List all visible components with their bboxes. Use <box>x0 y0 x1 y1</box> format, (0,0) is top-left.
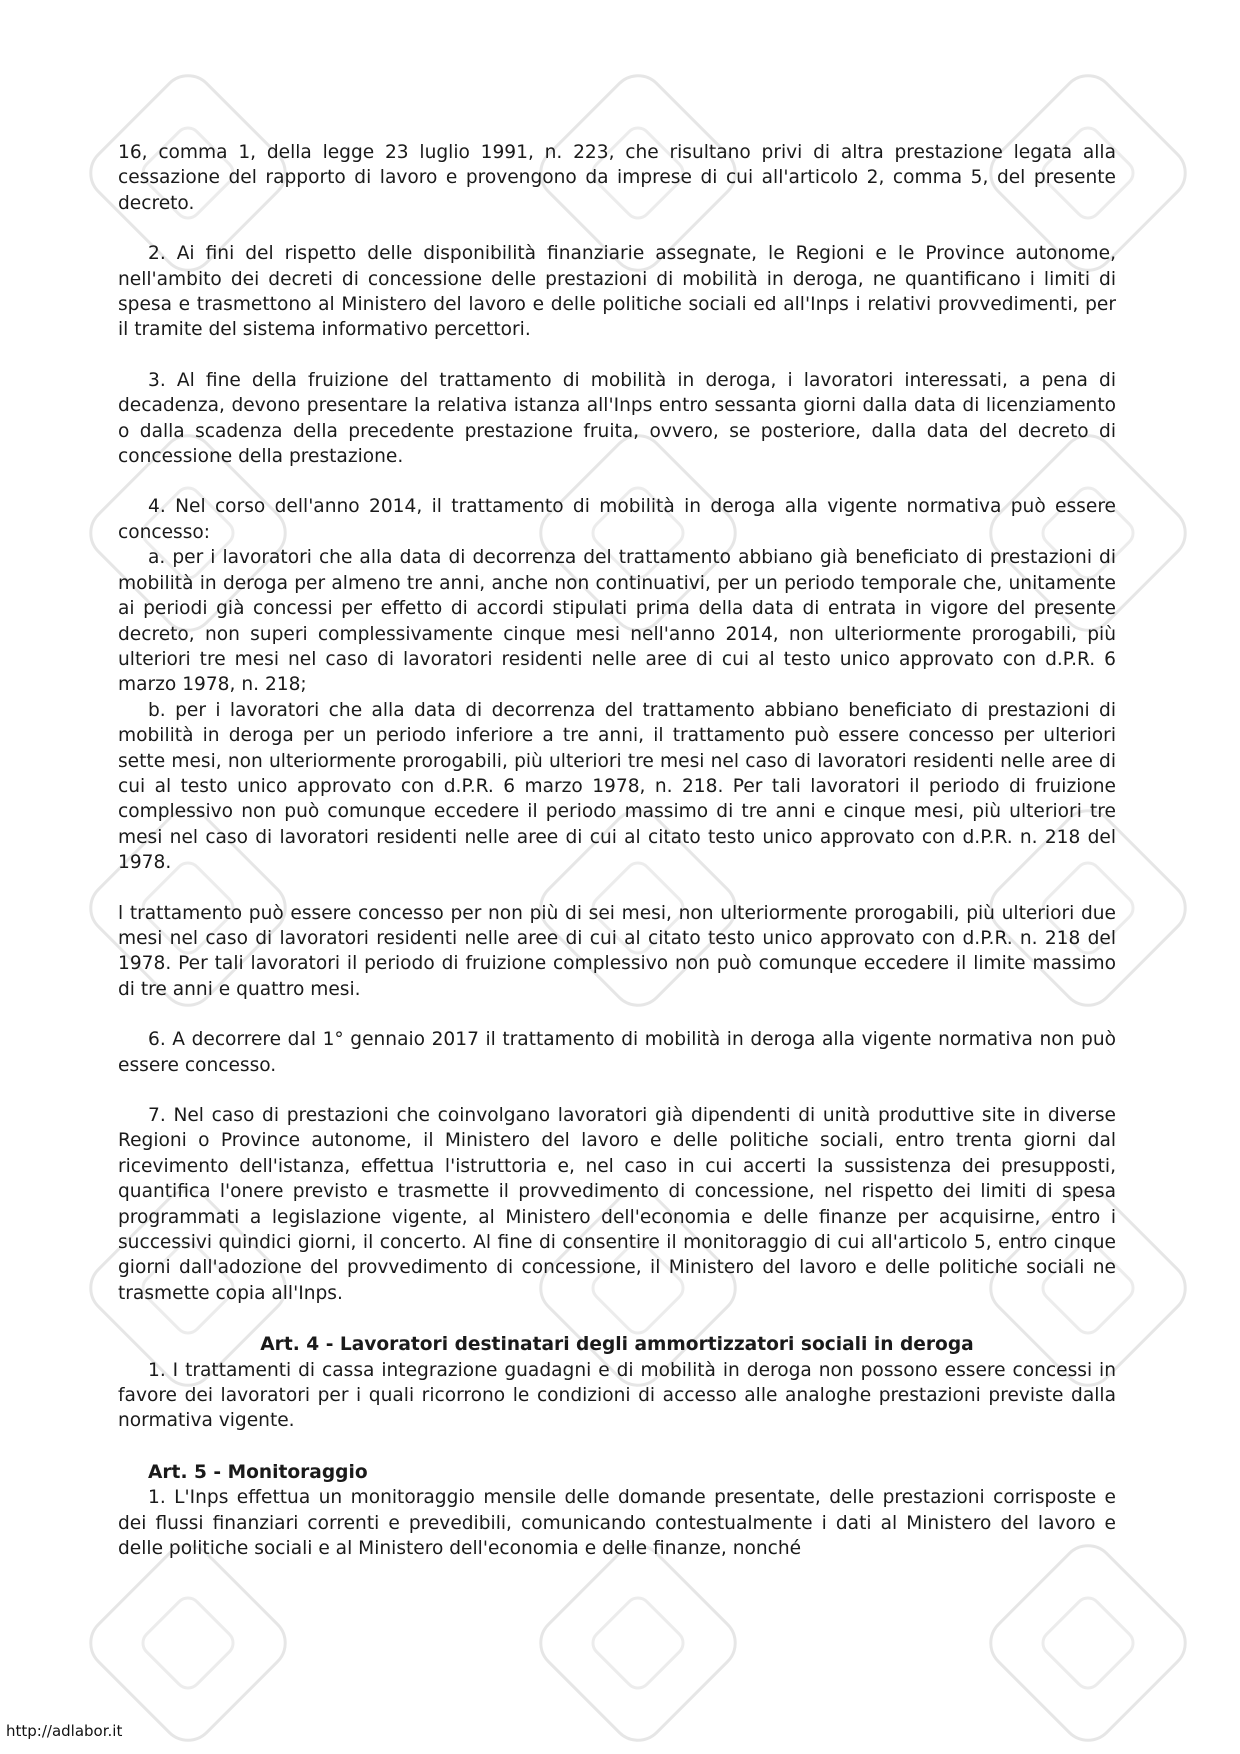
watermark-logo-icon <box>978 1533 1199 1754</box>
document-body <box>118 140 1116 1562</box>
paragraph-4a: a. per i lavoratori che alla data di decorrenza del trattamento abbiano già beneficiato di prestazioni di mobilità in deroga per almeno tre anni, anche non continuativi, per un periodo temporale che, unitamente ai periodi già concessi per effetto di accordi stipulati prima della data di entrata in vigore del presente decreto, non superi complessivamente cinque mesi nell'anno 2014, non ulteriormente prorogabili, più ulteriori tre mesi nel caso di lavoratori residenti nelle aree di cui al testo unico approvato con d.P.R. 6 marzo 1978, n. 218; <box>118 547 1116 696</box>
article-5-text: 1. L'Inps effettua un monitoraggio mensile delle domande presentate, delle prestazioni corrisposte e dei flussi finanziari correnti e prevedibili, comunicando contestualmente i dati al Ministero del lavoro e delle politiche sociali e al Ministero dell'economia e delle finanze, nonché <box>118 1487 1116 1560</box>
paragraph-4: 4. Nel corso dell'anno 2014, il trattamento di mobilità in deroga alla vigente normativa può essere concesso: <box>118 496 1116 543</box>
paragraph-2: 2. Ai fini del rispetto delle disponibilità finanziarie assegnate, le Regioni e le Province autonome, nell'ambito dei decreti di concessione delle prestazioni di mobilità in deroga, ne quantificano i limiti di spesa e trasmettono al Ministero del lavoro e delle politiche sociali ed all'Inps i relativi provvedimenti, per il tramite del sistema informativo percettori. <box>118 243 1116 341</box>
article-5-heading: Art. 5 - Monitoraggio <box>148 1461 368 1483</box>
watermark-logo-icon <box>78 1533 299 1754</box>
article-4-heading: Art. 4 - Lavoratori destinatari degli ammortizzatori sociali in deroga <box>260 1334 974 1356</box>
watermark-logo-icon <box>528 1533 749 1754</box>
paragraph-6: 6. A decorrere dal 1° gennaio 2017 il trattamento di mobilità in deroga alla vigente normativa non può essere concesso. <box>118 1029 1116 1076</box>
paragraph-4b: b. per i lavoratori che alla data di decorrenza del trattamento abbiano beneficiato di prestazioni di mobilità in deroga per un periodo inferiore a tre anni, il trattamento può essere concesso per ulteriori sette mesi, non ulteriormente prorogabili, più ulteriori tre mesi nel caso di lavoratori residenti nelle aree di cui al testo unico approvato con d.P.R. 6 marzo 1978, n. 218. Per tali lavoratori il periodo di fruizione complessivo non può comunque eccedere il periodo massimo di tre anni e cinque mesi, più ulteriori tre mesi nel caso di lavoratori residenti nelle aree di cui al citato testo unico approvato con d.P.R. n. 218 del 1978. <box>118 699 1116 874</box>
paragraph-5: l trattamento può essere concesso per non più di sei mesi, non ulteriormente prorogabili, più ulteriori due mesi nel caso di lavoratori residenti nelle aree di cui al citato testo unico approvato con d.P.R. n. 218 del 1978. Per tali lavoratori il periodo di fruizione complessivo non può comunque eccedere il limite massimo di tre anni e quattro mesi. <box>118 902 1116 1000</box>
paragraph-7: 7. Nel caso di prestazioni che coinvolgano lavoratori già dipendenti di unità produttive site in diverse Regioni o Province autonome, il Ministero del lavoro e delle politiche sociali, entro trenta giorni dal ricevimento dell'istanza, effettua l'istruttoria e, nel caso in cui accerti la sussistenza dei presupposti, quantifica l'onere previsto e trasmette il provvedimento di concessione, nel rispetto dei limiti di spesa programmati a legislazione vigente, al Ministero dell'economia e delle finanze per acquisirne, entro i successivi quindici giorni, il concerto. Al fine di consentire il monitoraggio di cui all'articolo 5, entro cinque giorni dall'adozione del provvedimento di concessione, il Ministero del lavoro e delle politiche sociali ne trasmette copia all'Inps. <box>118 1105 1116 1304</box>
footer-url-link[interactable]: http://adlabor.it <box>6 1722 123 1740</box>
paragraph-continuation: 16, comma 1, della legge 23 luglio 1991, n. 223, che risultano privi di altra prestazione legata alla cessazione del rapporto di lavoro e provengono da imprese di cui all'articolo 2, comma 5, del presente decreto. <box>118 142 1116 214</box>
paragraph-3: 3. Al fine della fruizione del trattamento di mobilità in deroga, i lavoratori interessati, a pena di decadenza, devono presentare la relativa istanza all'Inps entro sessanta giorni dalla data di licenziamento o dalla scadenza della precedente prestazione fruita, ovvero, se posteriore, dalla data del decreto di concessione della prestazione. <box>118 369 1116 468</box>
article-4-text: 1. I trattamenti di cassa integrazione guadagni e di mobilità in deroga non possono essere concessi in favore dei lavoratori per i quali ricorrono le condizioni di accesso alle analoghe prestazioni previste dalla normativa vigente. <box>118 1359 1116 1432</box>
